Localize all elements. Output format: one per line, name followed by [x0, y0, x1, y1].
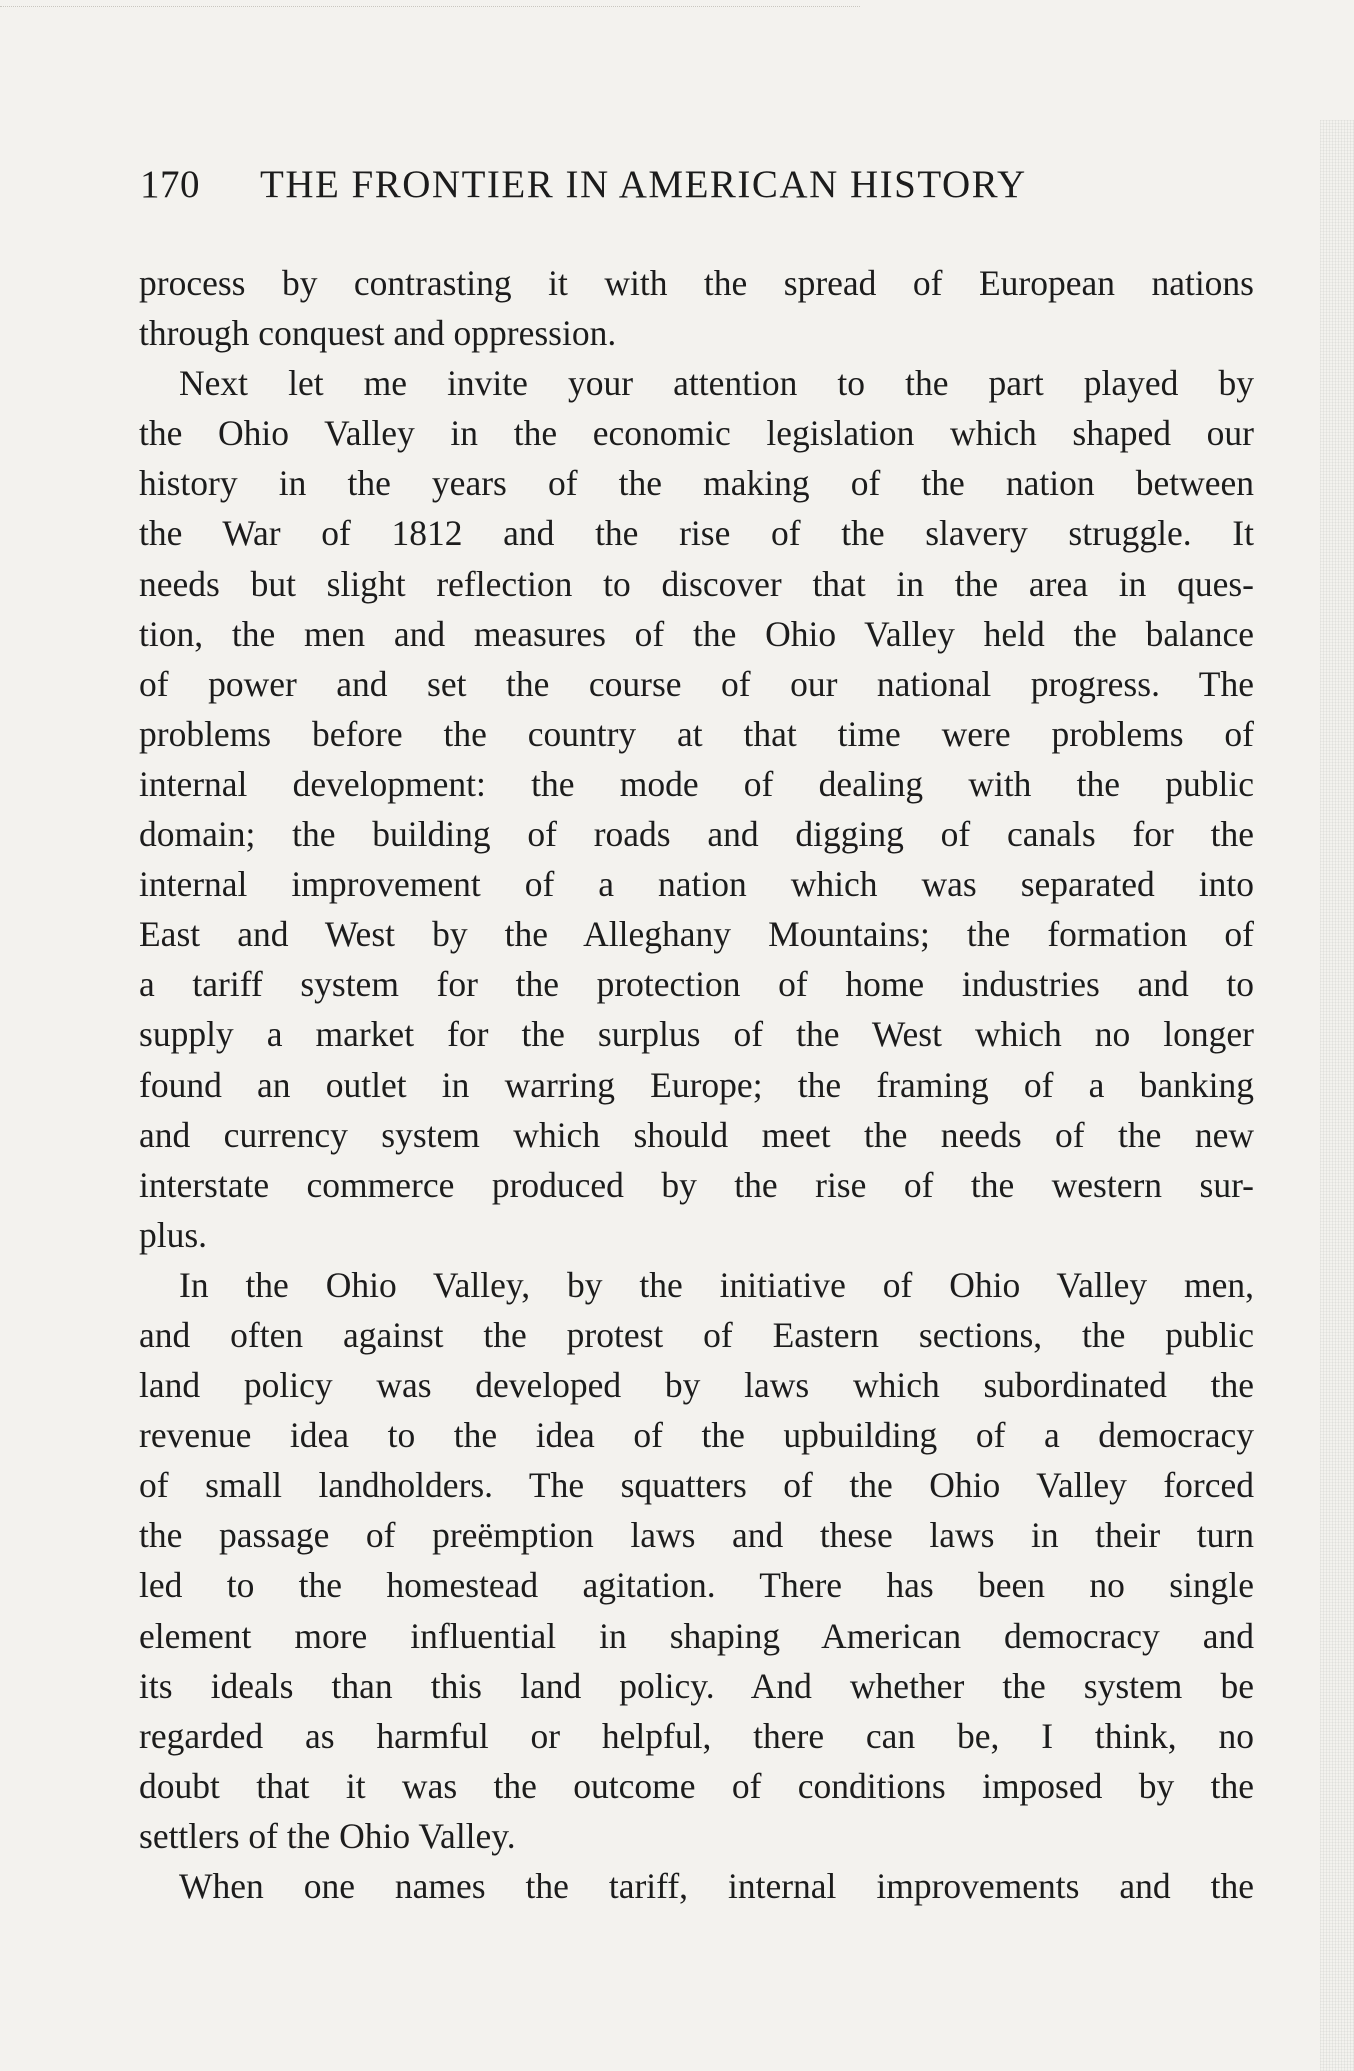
text-line: East and West by the Alleghany Mountains; the formation of: [139, 914, 1254, 955]
text-line: the passage of preëmption laws and these laws in their turn: [139, 1515, 1254, 1556]
text-line: doubt that it was the outcome of conditions imposed by the: [139, 1765, 1254, 1806]
text-line: internal development: the mode of dealing with the public: [139, 763, 1254, 804]
text-line: through conquest and oppression.: [139, 313, 617, 354]
text-line: a tariff system for the protection of home industries and to: [139, 964, 1254, 1005]
running-title: THE FRONTIER IN AMERICAN HISTORY: [260, 163, 1027, 206]
text-line: and currency system which should meet the needs of the new: [139, 1114, 1254, 1155]
scan-artifact-edge: [1320, 120, 1354, 2071]
text-line: interstate commerce produced by the rise of the western sur-: [139, 1164, 1254, 1205]
text-line: of power and set the course of our national progress. The: [139, 663, 1254, 704]
text-line: process by contrasting it with the spread of European nations: [139, 263, 1254, 303]
text-line: of small landholders. The squatters of the Ohio Valley forced: [139, 1465, 1254, 1506]
text-line: regarded as harmful or helpful, there can be, I think, no: [139, 1715, 1254, 1756]
text-line: and often against the protest of Eastern sections, the public: [139, 1314, 1254, 1355]
text-line: supply a market for the surplus of the West which no longer: [139, 1014, 1254, 1055]
scan-artifact-top: [0, 6, 860, 7]
text-line: history in the years of the making of the nation between: [139, 463, 1254, 504]
text-line: internal improvement of a nation which was separated into: [139, 864, 1254, 905]
text-line: found an outlet in warring Europe; the framing of a banking: [139, 1064, 1254, 1105]
text-line: settlers of the Ohio Valley.: [139, 1815, 516, 1856]
text-line: When one names the tariff, internal improvements and the: [179, 1866, 1254, 1906]
text-line: revenue idea to the idea of the upbuilding of a democracy: [139, 1415, 1254, 1456]
running-header: [140, 162, 1260, 222]
text-line: domain; the building of roads and digging of canals for the: [139, 814, 1254, 855]
text-line: needs but slight reflection to discover that in the area in ques-: [139, 563, 1254, 604]
text-line: led to the homestead agitation. There has been no single: [139, 1565, 1254, 1606]
text-line: the War of 1812 and the rise of the slavery struggle. It: [139, 513, 1254, 554]
text-line: plus.: [139, 1214, 208, 1255]
text-line: the Ohio Valley in the economic legislation which shaped our: [139, 413, 1254, 454]
text-line: Next let me invite your attention to the part played by: [179, 363, 1254, 404]
text-line: its ideals than this land policy. And whether the system be: [139, 1665, 1254, 1706]
page-number: 170: [140, 163, 200, 206]
text-line: tion, the men and measures of the Ohio Valley held the balance: [139, 613, 1254, 654]
text-line: In the Ohio Valley, by the initiative of Ohio Valley men,: [179, 1264, 1254, 1305]
text-line: element more influential in shaping American democracy and: [139, 1615, 1254, 1656]
text-line: problems before the country at that time were problems of: [139, 713, 1254, 754]
text-line: land policy was developed by laws which subordinated the: [139, 1365, 1254, 1406]
body-text: [139, 258, 1254, 1911]
